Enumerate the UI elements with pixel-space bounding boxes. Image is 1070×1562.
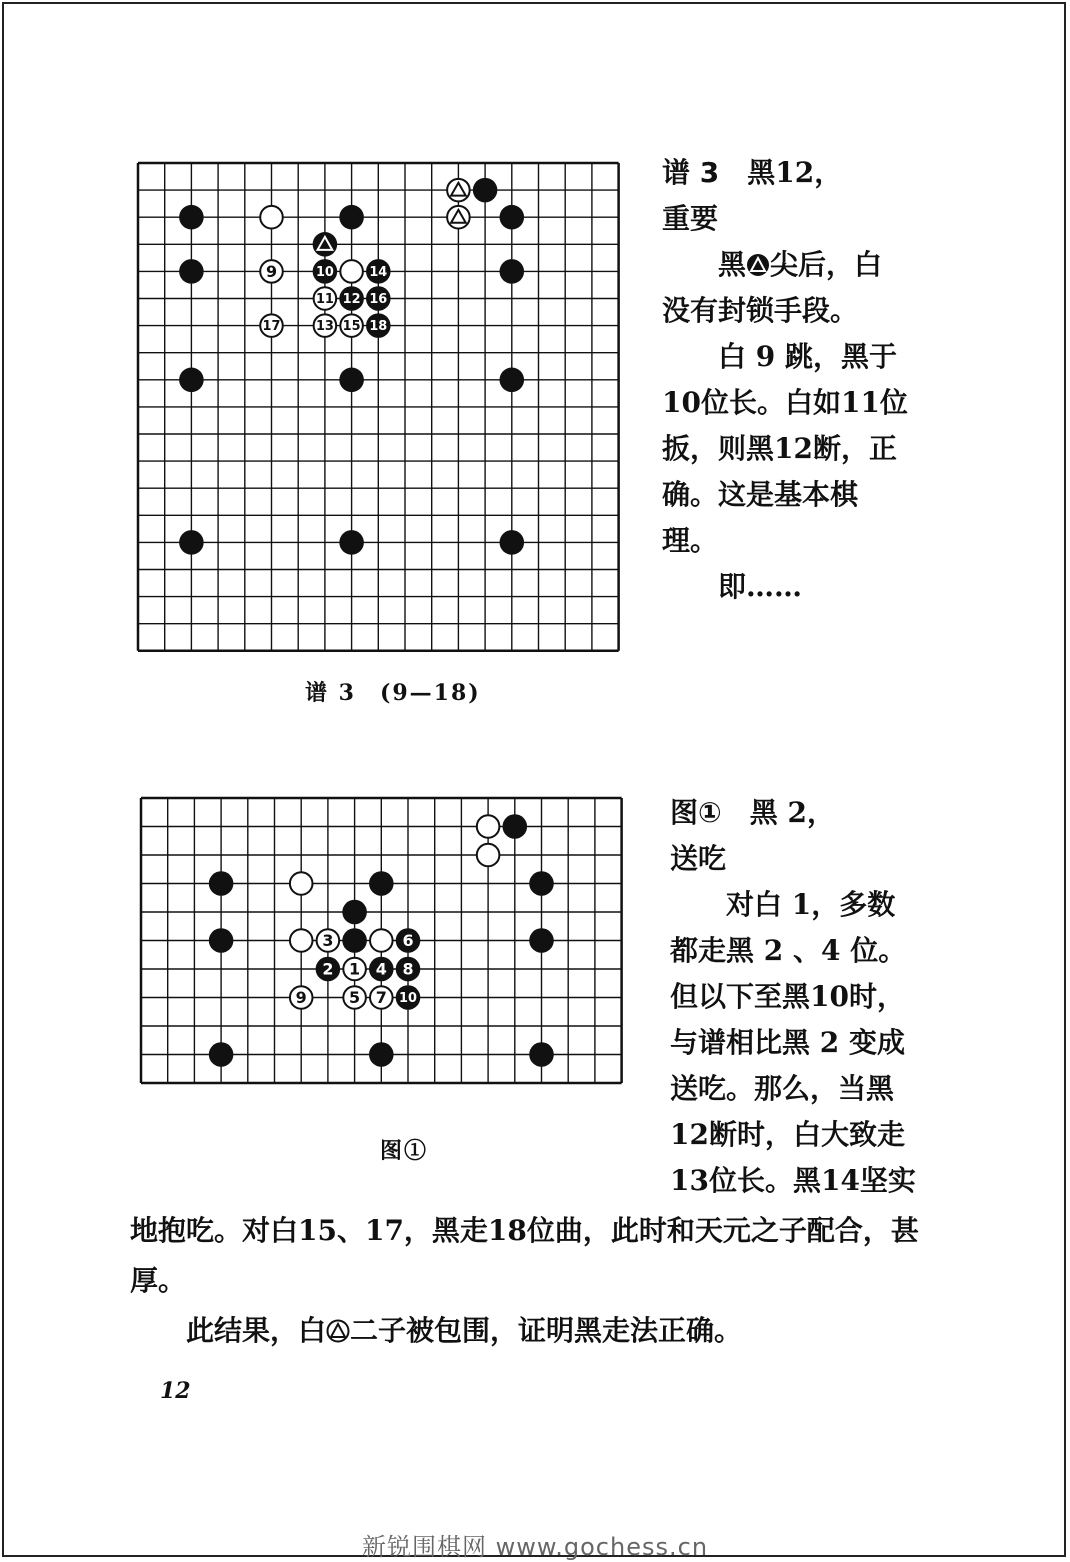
move-number: 7 <box>375 988 387 1008</box>
move-number: 5 <box>349 988 361 1008</box>
black-stone <box>529 871 554 896</box>
black-stone <box>500 368 525 393</box>
move-number: 9 <box>295 988 307 1008</box>
black-stone <box>209 1042 234 1067</box>
commentary-1-p1c: 没有封锁手段。 <box>662 294 859 327</box>
move-number: 12 <box>342 292 361 308</box>
diagram-2-caption: 图① <box>380 1138 429 1164</box>
move-number: 17 <box>262 319 281 335</box>
black-stone <box>209 871 234 896</box>
move-number: 13 <box>315 319 334 335</box>
black-triangle-stone-icon <box>746 253 770 277</box>
black-stone <box>339 368 364 393</box>
black-stone <box>179 259 204 284</box>
black-stone <box>529 928 554 953</box>
page-number: 12 <box>160 1378 191 1404</box>
move-number: 11 <box>315 292 334 308</box>
commentary-1-p3: 即…… <box>718 570 803 603</box>
black-stone <box>369 871 394 896</box>
black-stone <box>500 530 525 555</box>
move-number: 10 <box>315 265 334 281</box>
commentary-1-title: 谱 3 <box>662 156 720 189</box>
move-number: 9 <box>265 262 278 282</box>
white-stone <box>260 206 283 229</box>
commentary-1 <box>662 150 912 610</box>
watermark: 新锐围棋网 www.gochess.cn <box>361 1533 709 1561</box>
black-stone <box>473 178 498 203</box>
move-number: 16 <box>369 292 388 308</box>
commentary-1-p2: 白 9 跳，黑于10位长。白如11位扳，则黑12断，正确。这是基本棋理。 <box>662 340 908 557</box>
commentary-2 <box>670 790 920 1204</box>
commentary-2-line2: 送吃 <box>670 842 727 875</box>
black-stone <box>500 259 525 284</box>
go-board-diagram-2 <box>138 795 628 1091</box>
move-number: 2 <box>322 959 334 979</box>
move-number: 4 <box>375 959 387 979</box>
diagram-1-caption: 谱 3 (9—18) <box>305 680 481 706</box>
commentary-2-title: 图① <box>670 796 722 829</box>
white-stone <box>290 872 313 895</box>
bottom-commentary <box>130 1206 950 1356</box>
black-stone <box>342 900 367 925</box>
move-number: 1 <box>349 959 361 979</box>
black-stone <box>369 1042 394 1067</box>
move-number: 8 <box>402 959 414 979</box>
black-stone <box>209 928 234 953</box>
black-stone <box>339 205 364 230</box>
commentary-2-p1: 对白 1，多数都走黑 2 、4 位。但以下至黑10时，与谱相比黑 2 变成送吃。那么，当黑12断时，白大致走13位长。黑14坚实 <box>670 888 916 1197</box>
move-number: 6 <box>402 931 414 951</box>
bottom-paragraph-1: 地抱吃。对白15、17，黑走18位曲，此时和天元之子配合，甚厚。 <box>130 1214 919 1297</box>
move-number: 15 <box>342 319 361 335</box>
black-stone <box>179 368 204 393</box>
commentary-1-title-rest: 黑12， <box>747 156 843 189</box>
white-stone <box>477 844 500 867</box>
commentary-1-p1a: 黑 <box>718 248 747 281</box>
white-stone <box>477 815 500 838</box>
black-stone <box>179 205 204 230</box>
black-stone <box>500 205 525 230</box>
black-stone <box>342 928 367 953</box>
go-board-diagram-1 <box>135 160 625 656</box>
move-number: 10 <box>399 991 417 1007</box>
move-number: 3 <box>322 931 334 951</box>
white-stone <box>340 260 363 283</box>
black-stone <box>529 1042 554 1067</box>
move-number: 18 <box>369 319 388 335</box>
black-stone <box>179 530 204 555</box>
black-stone <box>339 530 364 555</box>
board-grid <box>138 163 619 651</box>
white-stone <box>290 929 313 952</box>
white-stone <box>370 929 393 952</box>
black-stone <box>503 814 528 839</box>
bottom-paragraph-2b: 二子被包围，证明黑走法正确。 <box>350 1314 743 1347</box>
commentary-2-title-rest: 黑 2， <box>749 796 835 829</box>
white-triangle-stone-icon <box>326 1319 350 1343</box>
commentary-1-line2: 重要 <box>662 202 719 235</box>
move-number: 14 <box>369 265 388 281</box>
commentary-1-p1b: 尖后，白 <box>770 248 883 281</box>
bottom-paragraph-2a: 此结果，白 <box>186 1314 327 1347</box>
